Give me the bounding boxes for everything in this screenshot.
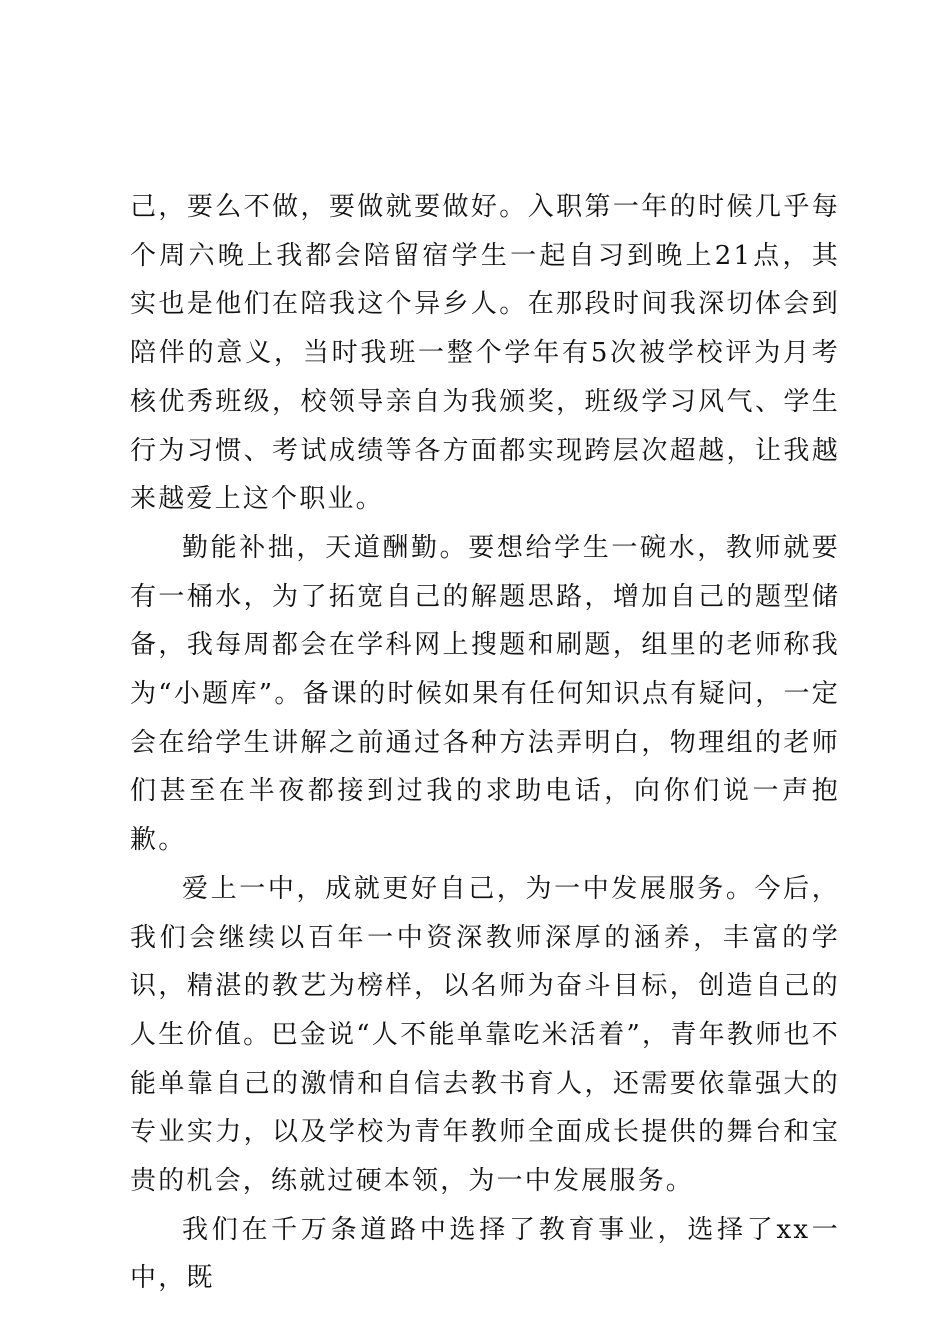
paragraph-4: 我们在千万条道路中选择了教育事业，选择了xx一中，既: [130, 1214, 840, 1294]
paragraph-3: 爱上一中，成就更好自己，为一中发展服务。今后，我们会继续以百年一中资深教师深厚的涵养，丰富的学识，精湛的教艺为榜样，以名师为奋斗目标，创造自己的人生价值。巴金说“人不能单靠吃米活着”，青年教师也不能单靠自己的激情和自信去教书育人，还需要依靠强大的专业实力，以及学校为青年教师全面成长提供的舞台和宝贵的机会，练就过硬本领，为一中发展服务。: [130, 873, 840, 1197]
body-text: [130, 183, 840, 1303]
paragraph-2: 勤能补拙，天道酬勤。要想给学生一碗水，教师就要有一桶水，为了拓宽自己的解题思路，增加自己的题型储备，我每周都会在学科网上搜题和刷题，组里的老师称我为“小题库”。备课的时候如果有任何知识点有疑问，一定会在给学生讲解之前通过各种方法弄明白，物理组的老师们甚至在半夜都接到过我的求助电话，向你们说一声抱歉。: [130, 532, 840, 856]
paragraph-1: 己，要么不做，要做就要做好。入职第一年的时候几乎每个周六晚上我都会陪留宿学生一起自习到晚上21点，其实也是他们在陪我这个异乡人。在那段时间我深切体会到陪伴的意义，当时我班一整个学年有5次被学校评为月考核优秀班级，校领导亲自为我颁奖，班级学习风气、学生行为习惯、考试成绩等各方面都实现跨层次超越，让我越来越爱上这个职业。: [130, 192, 840, 515]
